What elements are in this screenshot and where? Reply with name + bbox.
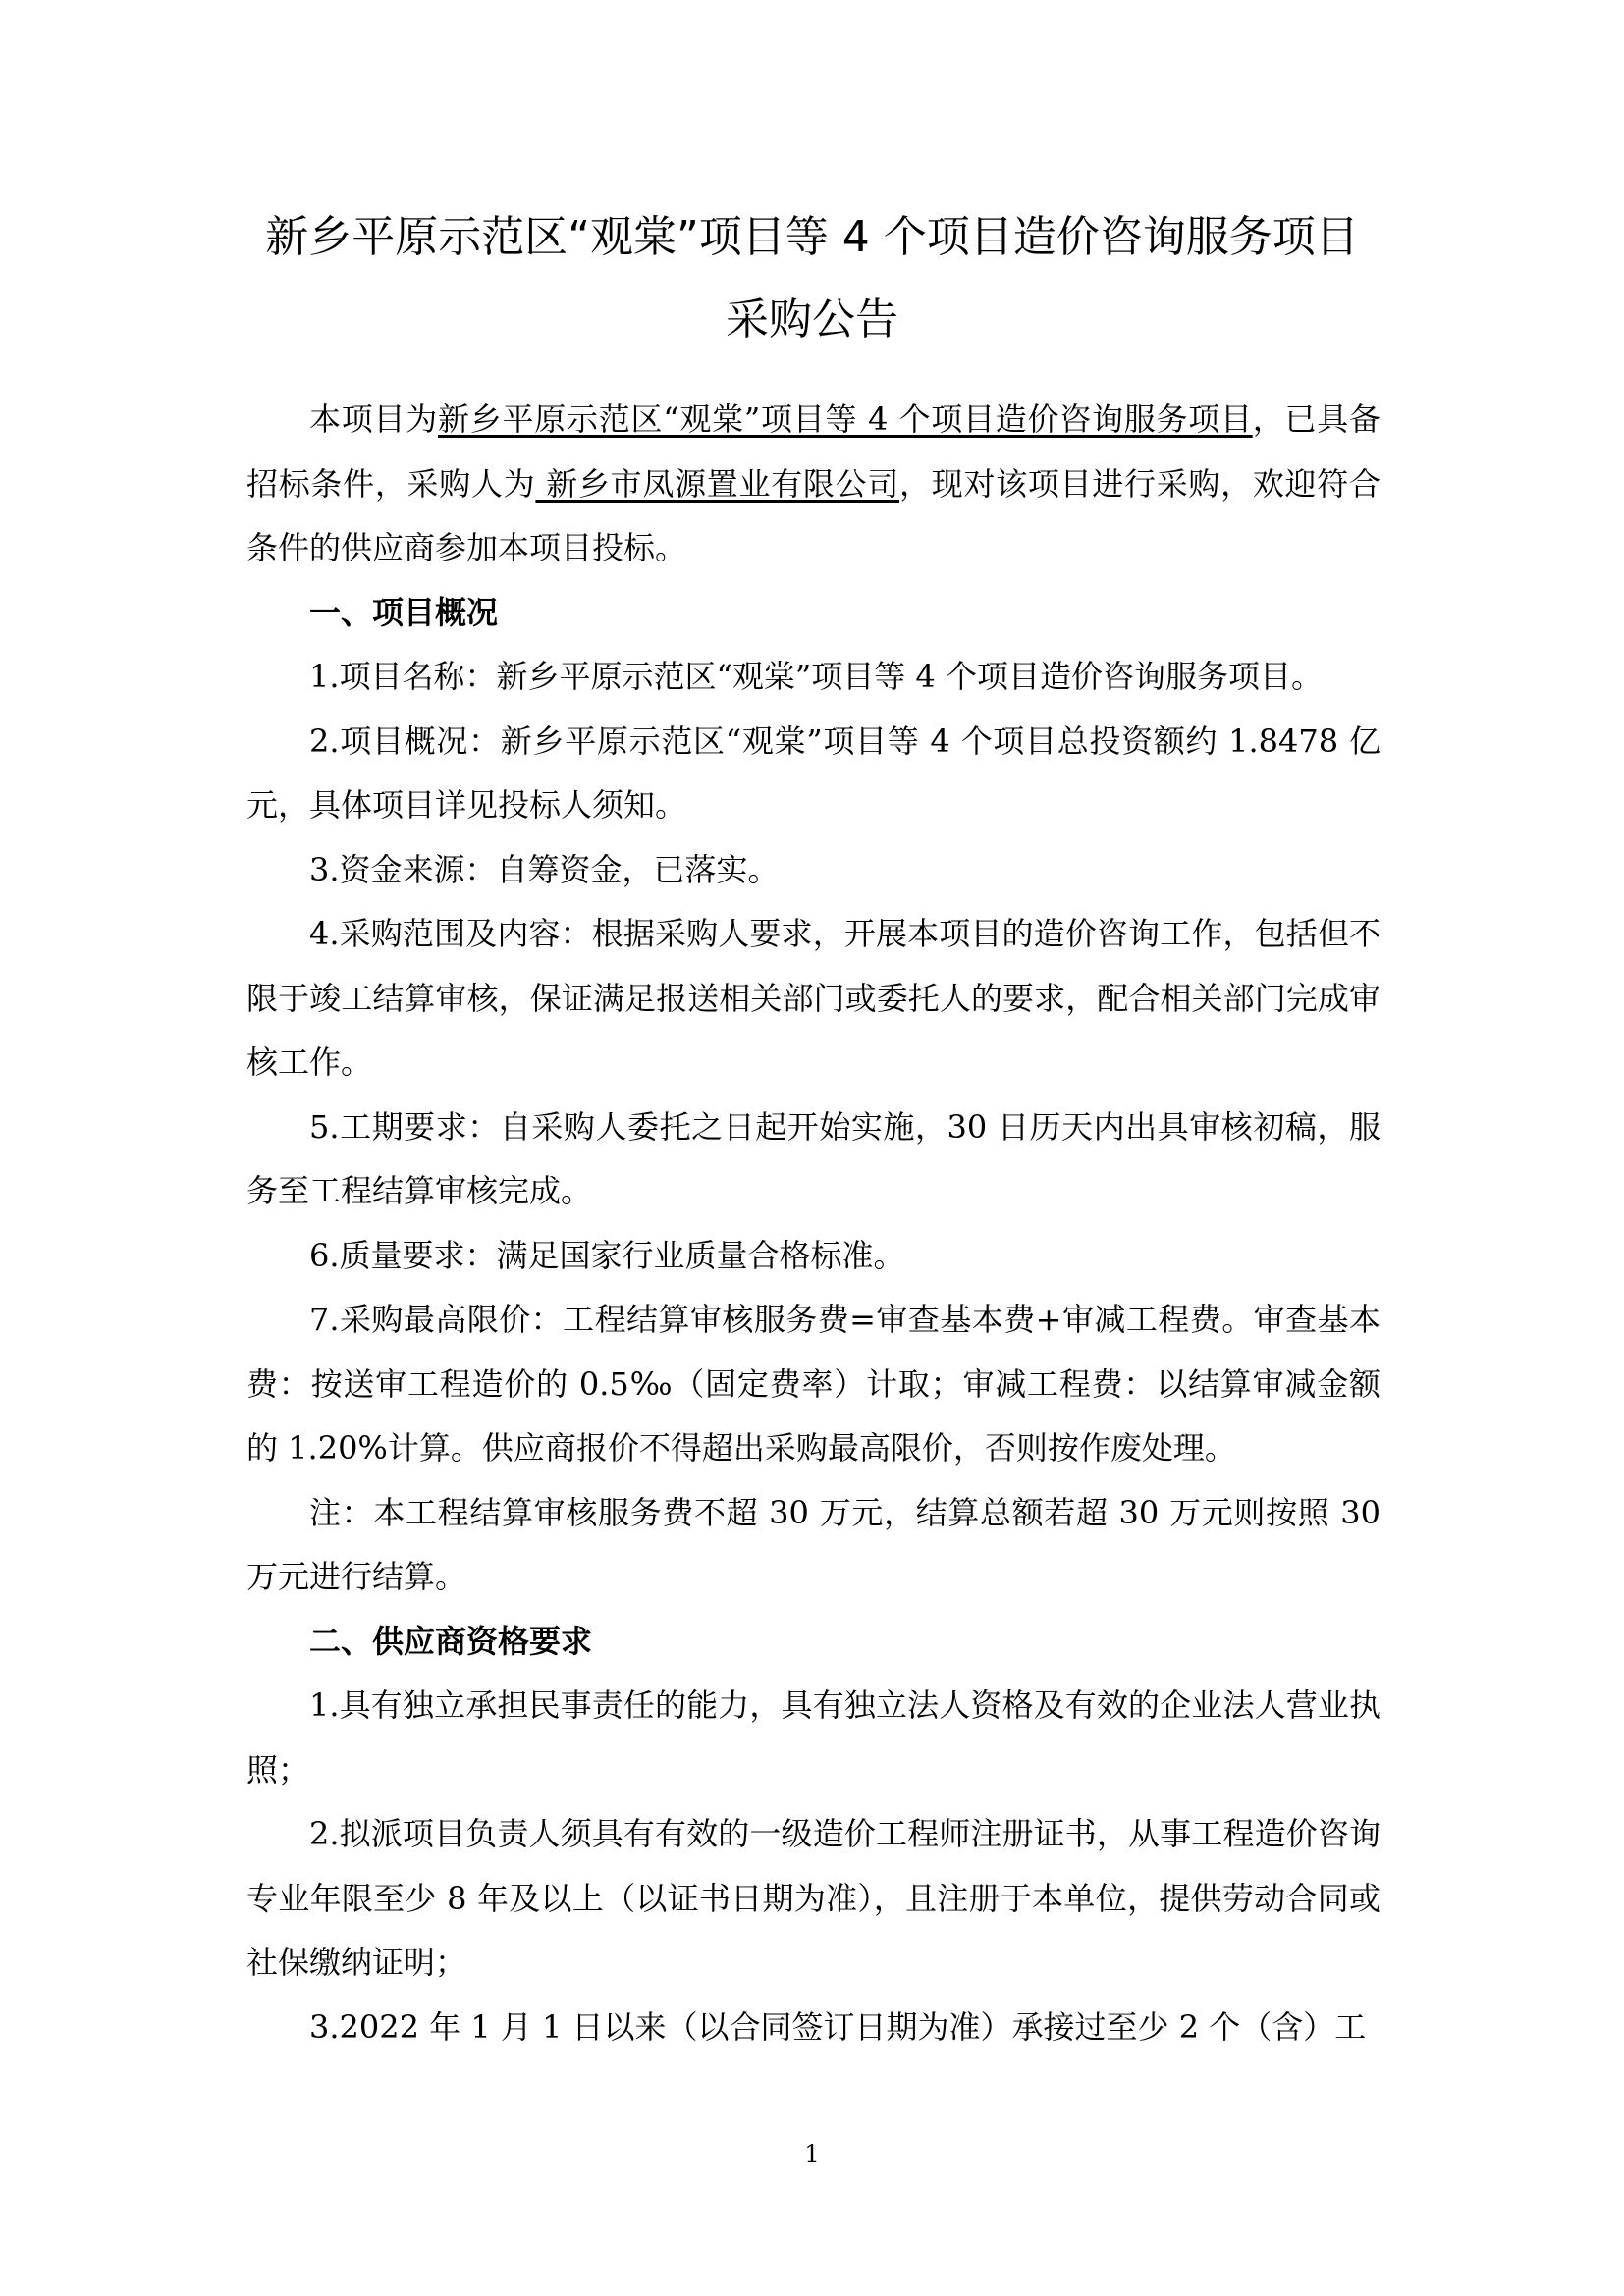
intro-pre: 本项目为 xyxy=(309,400,439,438)
intro-paragraph xyxy=(246,388,1380,581)
section-1-item: 1.项目名称：新乡平原示范区“观棠”项目等 4 个项目造价咨询服务项目。 xyxy=(309,658,1323,695)
section-1-item: 3.资金来源：自筹资金，已落实。 xyxy=(309,850,780,888)
intro-post: ，现对该项目进行采购，欢迎符合条件的供应商参加本项目投标。 xyxy=(246,464,1380,566)
section-1-item: 4.采购范围及内容：根据采购人要求，开展本项目的造价咨询工作，包括但不限于竣工结算审核，保证满足报送相关部门或委托人的要求，配合相关部门完成审核工作。 xyxy=(246,915,1380,1081)
intro-purchaser: 新乡市凤源置业有限公司 xyxy=(535,464,900,503)
section-1-item: 5.工期要求：自采购人委托之日起开始实施，30 日历天内出具审核初稿，服务至工程结算审核完成。 xyxy=(246,1107,1380,1209)
section-1-heading: 一、项目概况 xyxy=(309,593,499,631)
section-1-item: 2.项目概况：新乡平原示范区“观棠”项目等 4 个项目总投资额约 1.8478 亿元，具体项目详见投标人须知。 xyxy=(246,721,1380,824)
page-number: 1 xyxy=(804,2140,820,2167)
section-1-item: 7.采购最高限价：工程结算审核服务费=审查基本费+审减工程费。审查基本费：按送审工程造价的 0.5‰（固定费率）计取；审减工程费：以结算审减金额的 1.20%计算。供应商报价不得超出采购最高限价，否则按作废处理。 xyxy=(246,1301,1380,1467)
intro-project-name: 新乡平原示范区“观棠”项目等 4 个项目造价咨询服务项目 xyxy=(438,400,1253,438)
document-body xyxy=(246,388,1380,2059)
section-1-item: 6.质量要求：满足国家行业质量合格标准。 xyxy=(309,1236,905,1274)
document-title-line-2: 采购公告 xyxy=(726,294,898,345)
section-2-item: 3.2022 年 1 月 1 日以来（以合同签订日期为准）承接过至少 2 个（含）工 xyxy=(309,2007,1367,2046)
intro-mid: ，已具备招标条件，采购人为 xyxy=(246,400,1380,503)
section-2-heading: 二、供应商资格要求 xyxy=(309,1622,593,1660)
section-1-note: 注：本工程结算审核服务费不超 30 万元，结算总额若超 30 万元则按照 30 万元进行结算。 xyxy=(246,1493,1380,1595)
document-title-line-1: 新乡平原示范区“观棠”项目等 4 个项目造价咨询服务项目 xyxy=(265,212,1359,262)
section-2-item: 2.拟派项目负责人须具有有效的一级造价工程师注册证书，从事工程造价咨询专业年限至少 8 年及以上（以证书日期为准），且注册于本单位，提供劳动合同或社保缴纳证明； xyxy=(246,1815,1380,1981)
section-2-item: 1.具有独立承担民事责任的能力，具有独立法人资格及有效的企业法人营业执照； xyxy=(246,1686,1380,1789)
